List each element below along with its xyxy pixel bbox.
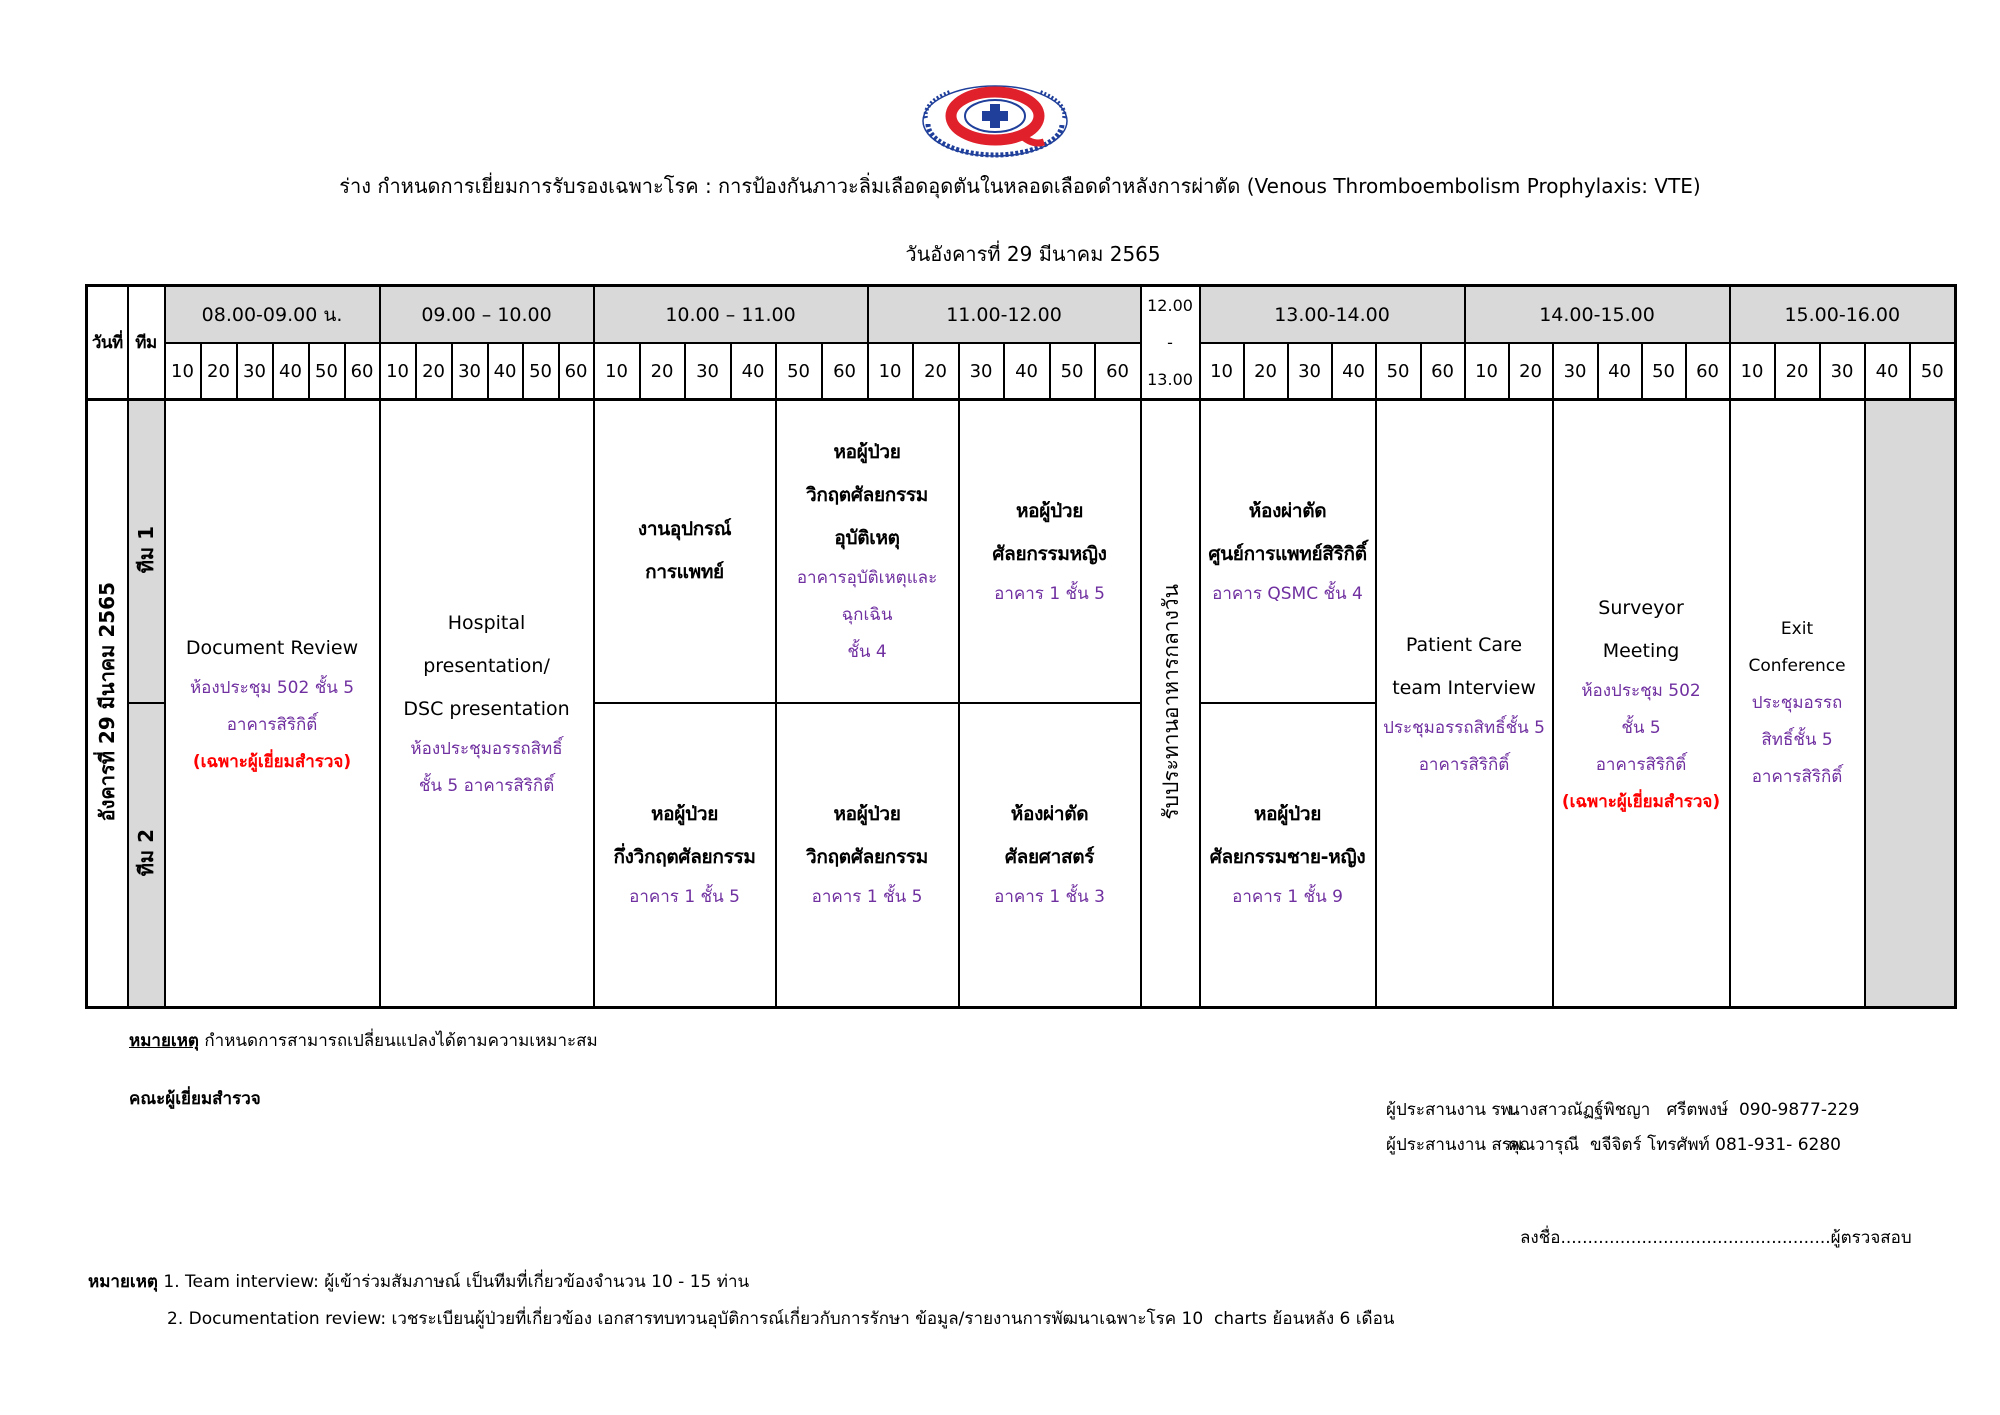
minute-tick: 10: [594, 343, 640, 400]
minute-tick: 40: [1598, 343, 1642, 400]
session-team2-surgical-icu: [776, 703, 959, 1008]
minute-tick: 30: [1553, 343, 1598, 400]
minute-tick: 40: [1004, 343, 1050, 400]
minute-tick: 60: [1686, 343, 1730, 400]
minute-tick: 20: [640, 343, 685, 400]
session-team2-surgical-intermediate-care: [594, 703, 776, 1008]
session-location: สิทธิ์ชั้น 5: [1761, 730, 1833, 750]
minute-tick: 10: [868, 343, 913, 400]
time-slot-header: [1465, 286, 1730, 344]
session-hospital-presentation: [380, 400, 594, 1008]
session-title: ศัลยกรรมชาย-หญิง: [1209, 846, 1366, 869]
day-column-header: [87, 286, 128, 400]
minute-tick: 20: [416, 343, 452, 400]
session-surveyor-meeting: [1553, 400, 1730, 1008]
session-document-review: [165, 400, 380, 1008]
minute-tick: 20: [913, 343, 959, 400]
session-exit-conference: [1730, 400, 1865, 1008]
minute-tick: 60: [822, 343, 868, 400]
session-team2-surgical-ward: [1200, 703, 1376, 1008]
session-title: Document Review: [185, 636, 359, 659]
minute-tick: 60: [559, 343, 594, 400]
minute-tick: 50: [776, 343, 822, 400]
minute-tick: 60: [345, 343, 380, 400]
session-title: อุบัติเหตุ: [834, 527, 900, 550]
time-slot-label: 08.00-09.00 น.: [201, 303, 343, 326]
team-1-label: ทีม 1: [134, 525, 158, 573]
lunch-start-time: 12.00: [1147, 296, 1193, 315]
minute-tick: 60: [1421, 343, 1465, 400]
session-location: ชั้น 5: [1621, 717, 1661, 738]
lunch-time-header: [1141, 286, 1200, 400]
session-title: Conference: [1748, 656, 1846, 676]
minute-tick: 20: [201, 343, 237, 400]
document-title: ร่าง กำหนดการเยี่ยมการรับรองเฉพาะโรค : การป้องกันภาวะลิ่มเลือดอุดตันในหลอดเลือดดำหลังการผ่าตัด (Venous Thromboembolism Prophylaxis: VTE): [339, 174, 1701, 198]
session-title: หอผู้ป่วย: [833, 803, 901, 826]
session-title: Surveyor: [1598, 596, 1684, 619]
visit-schedule-table: [85, 284, 1957, 1009]
session-location: อาคารสิริกิติ์: [1595, 754, 1687, 775]
minute-tick: 20: [1509, 343, 1553, 400]
session-location: อาคารสิริกิติ์: [1418, 754, 1510, 775]
session-location: อาคารอุบัติเหตุและ: [796, 568, 938, 589]
minute-tick: 10: [1465, 343, 1509, 400]
minute-tick: 10: [380, 343, 416, 400]
lunch-break-cell: [1141, 400, 1200, 1008]
session-restriction-note: (เฉพาะผู้เยี่ยมสำรวจ): [1561, 791, 1721, 812]
minute-tick: 30: [685, 343, 731, 400]
minute-tick: 30: [1288, 343, 1332, 400]
session-location: อาคาร QSMC ชั้น 4: [1212, 583, 1363, 604]
minute-tick: 40: [1865, 343, 1910, 400]
session-title: Meeting: [1602, 639, 1680, 662]
surveyor-team-heading: คณะผู้เยี่ยมสำรวจ: [129, 1089, 261, 1109]
hospital-accreditation-logo: [920, 84, 1070, 158]
session-team1-operating-room-qsmc: [1200, 400, 1376, 703]
ha-coordinator-label: ผู้ประสานงาน สรพ.: [1386, 1135, 1528, 1155]
session-title: ศัลยกรรมหญิง: [992, 542, 1107, 565]
session-title: วิกฤตศัลยกรรม: [806, 846, 929, 869]
session-location: อาคาร 1 ชั้น 3: [994, 887, 1105, 908]
footnote-text: 1. Team interview: ผู้เข้าร่วมสัมภาษณ์ เป็นทีมที่เกี่ยวข้องจำนวน 10 - 15 ท่าน: [157, 1272, 750, 1292]
minute-tick: 30: [452, 343, 488, 400]
session-team2-surgery-operating-room: [959, 703, 1141, 1008]
time-slot-header: [1200, 286, 1465, 344]
day-header-label: วันที่: [91, 333, 123, 353]
minute-tick: 30: [1820, 343, 1865, 400]
time-slot-header: [594, 286, 868, 344]
session-title: Hospital: [447, 612, 526, 634]
hospital-coordinator-contact: นางสาวณัฏฐ์พิชญา ศรีตพงษ์ 090-9877-229: [1508, 1100, 1860, 1120]
session-restriction-note: (เฉพาะผู้เยี่ยมสำรวจ): [192, 751, 352, 772]
minute-tick: 50: [1642, 343, 1686, 400]
empty-shaded-cell: [1865, 400, 1956, 1008]
lunch-time-separator: -: [1167, 333, 1173, 352]
session-team1-female-surgical-ward: [959, 400, 1141, 703]
remark-text: กำหนดการสามารถเปลี่ยนแปลงได้ตามความเหมาะสม: [198, 1031, 598, 1051]
time-slot-header: [165, 286, 380, 344]
session-title: วิกฤตศัลยกรรม: [806, 484, 929, 507]
session-location: อาคารสิริกิติ์: [226, 714, 318, 735]
ha-coordinator-contact: คุณวารุณี ขจีจิตร์ โทรศัพท์ 081-931- 6280: [1508, 1135, 1841, 1155]
minute-tick: 50: [309, 343, 345, 400]
signature-line: ลงชื่อ..................................................ผู้ตรวจสอบ: [1520, 1228, 1912, 1248]
session-title: ห้องผ่าตัด: [1248, 499, 1327, 522]
session-title: การแพทย์: [645, 561, 724, 584]
minute-tick: 10: [1730, 343, 1775, 400]
session-title: หอผู้ป่วย: [650, 803, 719, 826]
minute-tick: 40: [273, 343, 309, 400]
session-team1-surgical-trauma-icu: [776, 400, 959, 703]
session-title: ศูนย์การแพทย์สิริกิติ์: [1208, 542, 1367, 565]
footnote-label: หมายเหตุ: [88, 1272, 158, 1292]
time-slot-header: [1730, 286, 1956, 344]
time-slot-label: 09.00 – 10.00: [421, 303, 552, 326]
session-location: อาคาร 1 ชั้น 5: [994, 583, 1105, 604]
minute-tick: 40: [1332, 343, 1376, 400]
time-slot-label: 15.00-16.00: [1784, 303, 1901, 326]
footnote-1: [88, 1270, 749, 1294]
session-location: ประชุมอรรถสิทธิ์ชั้น 5: [1383, 717, 1545, 738]
minute-tick: 40: [488, 343, 523, 400]
team-2-label: ทีม 2: [134, 829, 158, 877]
time-slot-label: 10.00 – 11.00: [665, 303, 796, 326]
footnote-2: 2. Documentation review: เวชระเบียนผู้ป่วยที่เกี่ยวข้อง เอกสารทบทวนอุบัติการณ์เกี่ยวกับการรักษา ข้อมูล/รายงานการพัฒนาเฉพาะโรค 10 charts ย้อนหลัง 6 เดือน: [167, 1309, 1395, 1329]
lunch-end-time: 13.00: [1147, 370, 1193, 389]
minute-header-row: [87, 343, 1956, 400]
time-slot-label: 13.00-14.00: [1274, 303, 1390, 326]
session-location: ฉุกเฉิน: [841, 605, 893, 626]
session-location: ห้องประชุม 502 ชั้น 5: [189, 677, 355, 698]
schedule-remark: [129, 1029, 598, 1053]
time-slot-header-row: [87, 286, 1956, 344]
session-location: ห้องประชุมอรรถสิทธิ์: [410, 739, 563, 759]
session-team1-medical-equipment: [594, 400, 776, 703]
minute-tick: 20: [1775, 343, 1820, 400]
session-title: DSC presentation: [403, 698, 570, 720]
team-column-header: [128, 286, 165, 400]
session-title: presentation/: [423, 655, 550, 677]
session-location: ประชุมอรรถ: [1751, 693, 1843, 713]
remark-label: หมายเหตุ: [129, 1031, 199, 1051]
minute-tick: 10: [165, 343, 201, 400]
session-location: ชั้น 5 อาคารสิริกิติ์: [418, 776, 555, 796]
session-location: อาคาร 1 ชั้น 5: [629, 887, 740, 908]
team-2-cell: [128, 703, 165, 1008]
session-title: ศัลยศาสตร์: [1004, 846, 1095, 869]
session-location: อาคาร 1 ชั้น 5: [811, 887, 923, 908]
minute-tick: 60: [1095, 343, 1141, 400]
minute-tick: 40: [731, 343, 776, 400]
session-location: อาคาร 1 ชั้น 9: [1232, 887, 1343, 908]
team-1-cell: [128, 400, 165, 703]
session-title: หอผู้ป่วย: [1253, 803, 1322, 826]
session-title: งานอุปกรณ์: [637, 518, 732, 541]
team-header-label: ทีม: [135, 333, 157, 353]
minute-tick: 50: [1376, 343, 1421, 400]
session-location: อาคารสิริกิติ์: [1751, 767, 1843, 787]
day-cell: [87, 400, 128, 1008]
schedule-date: วันอังคารที่ 29 มีนาคม 2565: [905, 242, 1161, 266]
minute-tick: 50: [1050, 343, 1095, 400]
session-patient-care-interview: [1376, 400, 1553, 1008]
time-slot-header: [380, 286, 594, 344]
team-1-row: [87, 400, 1956, 703]
lunch-break-label: รับประทานอาหารกลางวัน: [1158, 583, 1183, 820]
day-label: อังคารที่ 29 มีนาคม 2565: [95, 581, 120, 822]
minute-tick: 50: [1910, 343, 1956, 400]
session-title: กึ่งวิกฤตศัลยกรรม: [613, 846, 756, 869]
session-title: Exit: [1780, 619, 1814, 639]
time-slot-label: 14.00-15.00: [1539, 303, 1655, 326]
time-slot-label: 11.00-12.00: [946, 303, 1062, 326]
session-location: ชั้น 4: [847, 642, 887, 663]
minute-tick: 20: [1244, 343, 1288, 400]
minute-tick: 10: [1200, 343, 1244, 400]
session-title: หอผู้ป่วย: [833, 441, 901, 464]
minute-tick: 50: [523, 343, 559, 400]
minute-tick: 30: [959, 343, 1004, 400]
minute-tick: 30: [237, 343, 273, 400]
session-title: ห้องผ่าตัด: [1010, 803, 1089, 826]
session-location: ห้องประชุม 502: [1581, 680, 1701, 701]
time-slot-header: [868, 286, 1141, 344]
session-title: หอผู้ป่วย: [1015, 499, 1084, 522]
session-title: team Interview: [1392, 676, 1536, 699]
hospital-coordinator-label: ผู้ประสานงาน รพ.: [1386, 1100, 1518, 1120]
session-title: Patient Care: [1405, 633, 1523, 656]
